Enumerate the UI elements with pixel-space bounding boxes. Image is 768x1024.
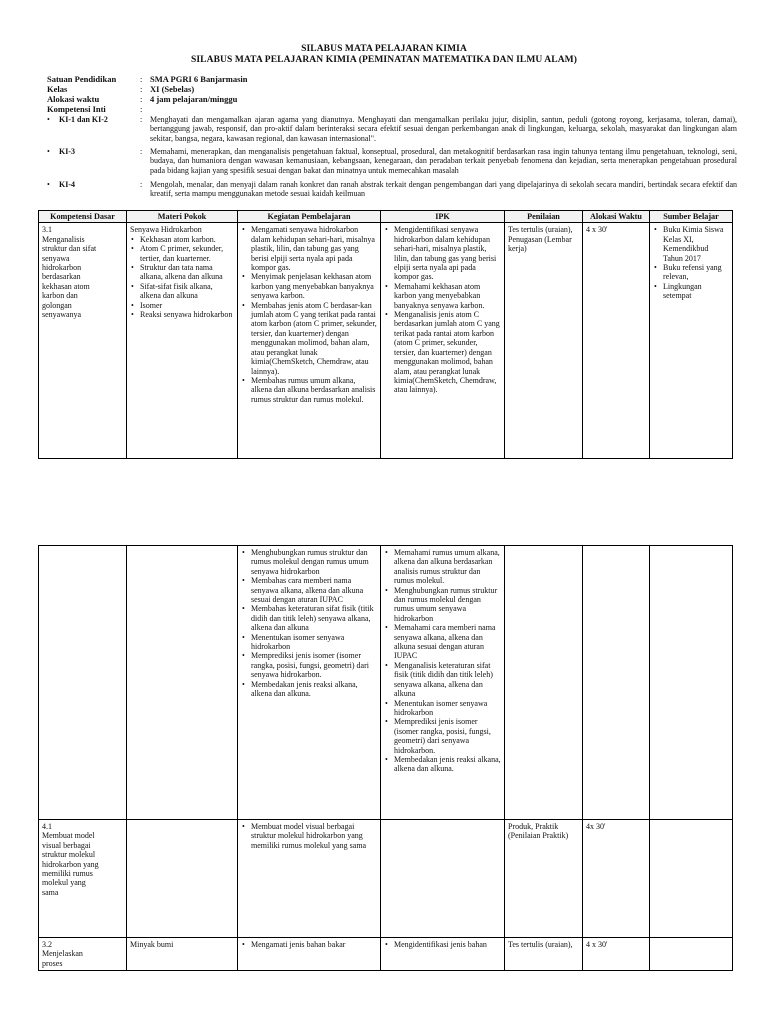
ipk-cell — [381, 223, 505, 459]
kd-number: 3.2 — [42, 940, 52, 949]
page-subtitle: SILABUS MATA PELAJARAN KIMIA (PEMINATAN MATEMATIKA DAN ILMU ALAM) — [191, 55, 577, 65]
table-header-row — [39, 211, 733, 223]
kd-cell — [39, 546, 127, 820]
ki-label: KI-3 — [59, 147, 75, 156]
colon: : — [140, 104, 143, 114]
materi-intro: Senyawa Hidrokarbon — [130, 225, 202, 235]
ipk-list — [384, 940, 501, 949]
list-item: • Mengamati senyawa hidrokarbon dalam kehidupan sehari-hari, misalnya plastik, lilin, dan tabung gas yang berisi elpiji serta nyala api pada kompor gas. — [251, 225, 377, 272]
kegiatan-list — [241, 548, 377, 699]
materi-cell — [127, 546, 238, 820]
bullet-icon: • — [47, 115, 50, 124]
alokasi-cell: 4x 30' — [583, 820, 650, 938]
list-item: • Isomer — [140, 301, 234, 310]
list-item: • Mengamati jenis bahan bakar — [251, 940, 377, 949]
bullet-icon: • — [47, 180, 50, 189]
alokasi-value: 4 jam pelajaran/minggu — [150, 94, 238, 104]
colon: : — [140, 94, 143, 104]
kd-cell — [39, 223, 127, 459]
kelas-label: Kelas — [47, 84, 68, 94]
materi-cell — [127, 820, 238, 938]
ipk-list — [384, 548, 501, 774]
kegiatan-list — [241, 822, 377, 850]
col-header: Penilaian — [505, 211, 583, 223]
list-item: • Membahas keteraturan sifat fisik (titik didih dan titik leleh) senyawa alkana, alkena dan alkuna — [251, 604, 377, 632]
col-header: Sumber Belajar — [650, 211, 733, 223]
list-item: • Memprediksi jenis isomer (isomer rangka, posisi, fungsi, geometri) dari senyawa hidrokarbon. — [251, 651, 377, 679]
list-item: • Mengidentifikasi jenis bahan — [394, 940, 501, 949]
list-item: • Menghubungkan rumus struktur dan rumus molekul dengan rumus umum senyawa hidrokarbon — [251, 548, 377, 576]
kd-cell — [39, 938, 127, 971]
syllabus-table-2 — [38, 545, 733, 971]
ipk-cell — [381, 938, 505, 971]
alokasi-cell: 4 x 30' — [583, 223, 650, 459]
list-item: • Menentukan isomer senyawa hidrokarbon — [394, 699, 501, 718]
list-item: • Atom C primer, sekunder, tertier, dan kuarterner. — [140, 244, 234, 263]
table-row — [39, 938, 733, 971]
col-header: Kompetensi Dasar — [39, 211, 127, 223]
col-header: Kegiatan Pembelajaran — [238, 211, 381, 223]
list-item: • Memahami kekhasan atom karbon yang menyebabkan banyaknya senyawa karbon. — [394, 282, 501, 310]
ki-text: Menghayati dan mengamalkan ajaran agama yang dianutnya. Menghayati dan mengamalkan perilaku jujur, disiplin, santun, peduli (gotong royong, kerjasama, toleran, damai), bertanggung jawab, responsif, dan pro-aktif dalam berinteraksi secara efektif sesuai dengan perkembangan anak di lingkungan, keluarga, sekolah, masyarakat dan lingkungan alam sekitar, bangsa, negara, kawasan regional, dan kawasan internasional". — [150, 115, 737, 143]
ipk-cell — [381, 820, 505, 938]
kegiatan-cell — [238, 820, 381, 938]
table-row — [39, 820, 733, 938]
kd-number: 4.1 — [42, 822, 52, 831]
colon: : — [140, 84, 143, 94]
list-item: • Membahas cara memberi nama senyawa alkana, alkena dan alkuna sesuai dengan aturan IUPAC — [251, 576, 377, 604]
colon: : — [140, 147, 143, 156]
sumber-cell — [650, 546, 733, 820]
list-item: • Memprediksi jenis isomer (isomer rangka, posisi, fungsi, geometri) dari senyawa hidrokarbon. — [394, 717, 501, 755]
list-item: • Mengidentifikasi senyawa hidrokarbon dalam kehidupan sehari-hari, misalnya plastik, lilin, dan tabung gas yang berisi elpiji serta nyala api pada kompor gas. — [394, 225, 501, 281]
ipk-list — [384, 225, 501, 394]
colon: : — [140, 74, 143, 84]
page-title: SILABUS MATA PELAJARAN KIMIA — [301, 44, 467, 54]
list-item: • Kekhasan atom karbon. — [140, 235, 234, 244]
col-header: Alokasi Waktu — [583, 211, 650, 223]
kd-text: Menganalisis struktur dan sifat senyawa hidrokarbon berdasarkan kekhasan atom karbon dan golongan senyawanya — [42, 234, 97, 320]
list-item: • Menentukan isomer senyawa hidrokarbon — [251, 633, 377, 652]
list-item: • Menghubungkan rumus struktur dan rumus molekul dengan rumus umum senyawa hidrokarbon — [394, 586, 501, 624]
kd-text: Membuat model visual berbagai struktur molekul hidrokarbon yang memiliki rumus molekul yang sama — [42, 831, 99, 897]
table-row — [39, 223, 733, 459]
satuan-value: SMA PGRI 6 Banjarmasin — [150, 74, 248, 84]
colon: : — [140, 115, 143, 124]
ki-text: Memahami, menerapkan, dan menganalisis pengetahuan faktual, konseptual, prosedural, dan metakognitif berdasarkan rasa ingin tahunya tentang ilmu pengetahuan, teknologi, seni, budaya, dan humaniora dengan wawasan kemanusiaan, kebangsaan, kenegaraan, dan peradaban terkait penyebab fenomena dan kejadian, serta menerapkan pengetahuan prosedural pada bidang kajian yang spesifik sesuai dengan bakat dan minatnya untuk memecahkan masalah — [150, 147, 737, 175]
penilaian-cell: Produk, Praktik (Penilaian Praktik) — [505, 820, 583, 938]
list-item: • Menyimak penjelasan kekhasan atom karbon yang menyebabkan banyaknya senyawa karbon. — [251, 272, 377, 300]
alokasi-cell: 4 x 30' — [583, 938, 650, 971]
kompetensi-inti-label: Kompetensi Inti — [47, 104, 106, 114]
kegiatan-list — [241, 940, 377, 949]
list-item: • Lingkungan setempat — [663, 282, 729, 301]
penilaian-cell — [505, 546, 583, 820]
list-item: • Memahami rumus umum alkana, alkena dan alkuna berdasarkan analisis rumus struktur dan rumus molekul. — [394, 548, 501, 586]
penilaian-cell: Tes tertulis (uraian), — [505, 938, 583, 971]
alokasi-label: Alokasi waktu — [47, 94, 100, 104]
bullet-icon: • — [47, 147, 50, 156]
materi-cell — [127, 223, 238, 459]
list-item: • Membedakan jenis reaksi alkana, alkena dan alkuna. — [394, 755, 501, 774]
sumber-cell — [650, 223, 733, 459]
kd-cell — [39, 820, 127, 938]
kegiatan-cell — [238, 546, 381, 820]
kegiatan-cell — [238, 223, 381, 459]
list-item: • Membahas jenis atom C berdasar-kan jumlah atom C yang terikat pada rantai atom karbon (atom C primer, sekunder, tersier, dan kuarterner) dengan menggunakan molimod, bahan alam, atau perangkat lunak kimia(ChemSketch, Chemdraw, atau lainnya). — [251, 301, 377, 376]
sumber-cell — [650, 820, 733, 938]
kegiatan-list — [241, 225, 377, 404]
kd-text: Menjelaskan proses — [42, 949, 83, 968]
ki-text: Mengolah, menalar, dan menyaji dalam ranah konkret dan ranah abstrak terkait dengan pengembangan dari yang dipelajarinya di sekolah secara mandiri, bertindak secara efektif dan kreatif, serta mampu menggunakan metode sesuai kaidah keilmuan — [150, 180, 737, 199]
syllabus-table-1 — [38, 210, 733, 459]
list-item: • Memahami cara memberi nama senyawa alkana, alkena dan alkuna sesuai dengan aturan IUPAC — [394, 623, 501, 661]
ki-label: KI-1 dan KI-2 — [59, 115, 108, 124]
col-header: Materi Pokok — [127, 211, 238, 223]
alokasi-cell — [583, 546, 650, 820]
penilaian-cell: Tes tertulis (uraian), Penugasan (Lembar kerja) — [505, 223, 583, 459]
satuan-label: Satuan Pendidikan — [47, 74, 117, 84]
colon: : — [140, 180, 143, 189]
list-item: • Buku Kimia Siswa Kelas XI, Kemendikbud Tahun 2017 — [663, 225, 729, 263]
col-header: IPK — [381, 211, 505, 223]
table-row — [39, 546, 733, 820]
kegiatan-cell — [238, 938, 381, 971]
kelas-value: XI (Sebelas) — [150, 84, 195, 94]
list-item: • Struktur dan tata nama alkana, alkena dan alkuna — [140, 263, 234, 282]
list-item: • Reaksi senyawa hidrokarbon — [140, 310, 234, 319]
list-item: • Menganalisis keteraturan sifat fisik (titik didih dan titik leleh) senyawa alkana, alkena dan alkuna — [394, 661, 501, 699]
sumber-list — [653, 225, 729, 300]
list-item: • Membedakan jenis reaksi alkana, alkena dan alkuna. — [251, 680, 377, 699]
materi-list — [130, 235, 234, 320]
ipk-cell — [381, 546, 505, 820]
list-item: • Sifat-sifat fisik alkana, alkena dan alkuna — [140, 282, 234, 301]
list-item: • Membuat model visual berbagai struktur molekul hidrokarbon yang memiliki rumus molekul yang sama — [251, 822, 377, 850]
list-item: • Membahas rumus umum alkana, alkena dan alkuna berdasarkan analisis rumus struktur dan rumus molekul. — [251, 376, 377, 404]
kd-number: 3.1 — [42, 225, 52, 235]
sumber-cell — [650, 938, 733, 971]
ki-label: KI-4 — [59, 180, 75, 189]
materi-cell: Minyak bumi — [127, 938, 238, 971]
list-item: • Menganalisis jenis atom C berdasarkan jumlah atom C yang terikat pada rantai atom karbon (atom C primer, sekunder, tersier, dan kuarterner) dengan menggunakan molimod, bahan alam, atau perangkat lunak kimia(ChemSketch, Chemdraw, atau lainnya). — [394, 310, 501, 395]
list-item: • Buku refensi yang relevan, — [663, 263, 729, 282]
